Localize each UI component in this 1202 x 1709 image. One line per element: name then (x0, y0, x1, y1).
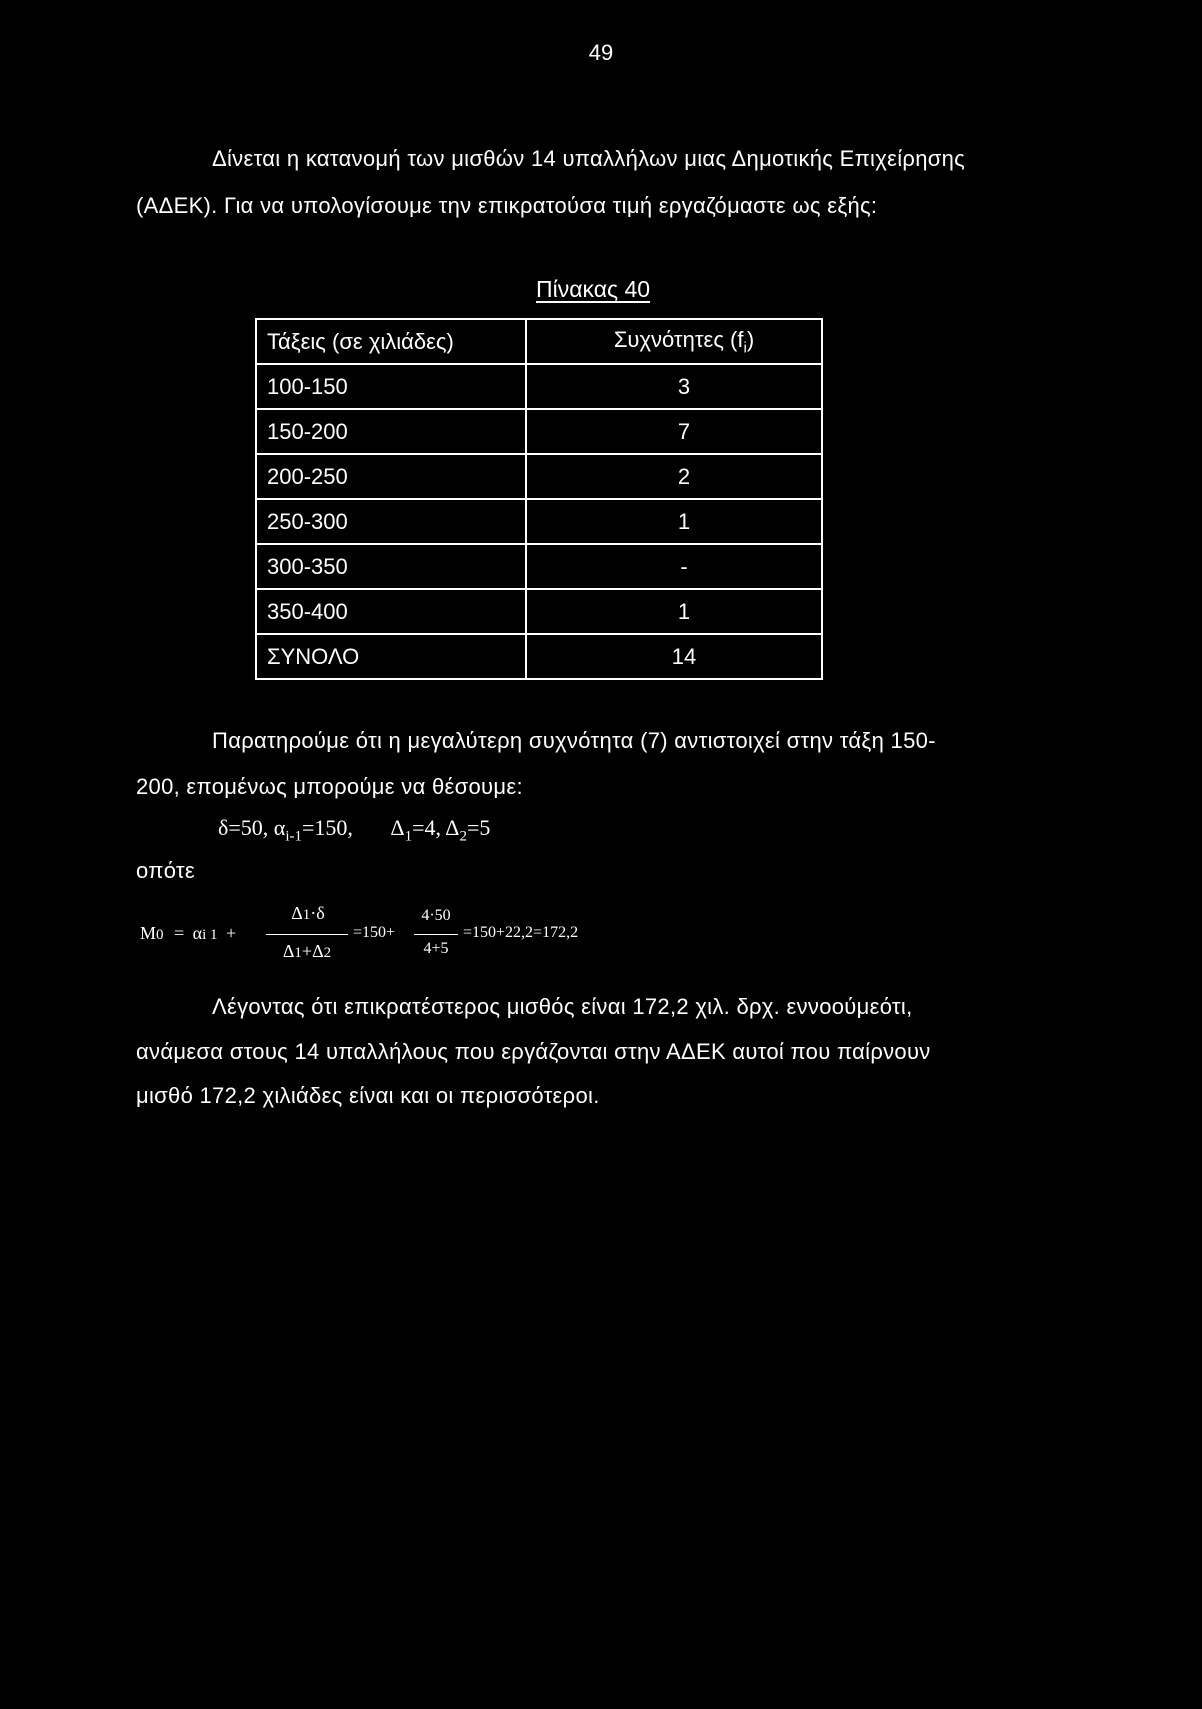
class-cell: 350-400 (256, 589, 526, 634)
fraction1-denominator (266, 941, 348, 962)
fraction2-bar (414, 934, 458, 935)
freq-cell: 2 (526, 454, 822, 499)
conclusion-line-1: Λέγοντας ότι επικρατέστερος μισθός είναι 172,2 χιλ. δρχ. εννοούμεότι, (212, 994, 913, 1019)
param-alpha-value: =150, (301, 815, 353, 840)
param-delta2-subscript: 2 (459, 828, 467, 845)
formula-lhs (140, 923, 236, 944)
intro-line-1: Δίνεται η κατανομή των μισθών 14 υπαλλήλων μιας Δημοτικής Επιχείρησης (212, 146, 966, 171)
class-cell: 250-300 (256, 499, 526, 544)
header-freq-text: Συχνότητες (f (613, 326, 744, 352)
param-alpha-subscript: i-1 (285, 828, 302, 845)
total-label-cell: ΣΥΝΟΛΟ (256, 634, 526, 679)
class-cell: 150-200 (256, 409, 526, 454)
num1-delta: Δ (291, 903, 303, 923)
freq-cell: - (526, 544, 822, 589)
table-row (256, 589, 822, 634)
freq-cell: 3 (526, 364, 822, 409)
freq-cell: 1 (526, 589, 822, 634)
param-delta: δ=50, (218, 815, 269, 840)
fraction1-bar (266, 934, 348, 935)
freq-cell: 7 (526, 409, 822, 454)
param-delta1-subscript: 1 (404, 828, 413, 845)
num1-rest: ·δ (310, 903, 325, 923)
formula-mid: =150+ (353, 924, 396, 941)
fraction2-denominator: 4+5 (423, 940, 449, 957)
table-row (256, 544, 822, 589)
frequency-table (255, 318, 823, 680)
num1-subscript: 1 (302, 907, 311, 923)
table-row (256, 499, 822, 544)
param-delta2-value: =5 (466, 815, 491, 840)
observation-line-1: Παρατηρούμε ότι η μεγαλύτερη συχνότητα (7) αντιστοιχεί στην τάξη 150- (212, 728, 936, 753)
formula-plus: + (226, 923, 237, 943)
class-cell: 100-150 (256, 364, 526, 409)
total-freq-cell: 14 (526, 634, 822, 679)
intro-line-2: (ΑΔΕΚ). Για να υπολογίσουμε την επικρατούσα τιμή εργαζόμαστε ως εξής: (136, 193, 878, 218)
table-caption: Πίνακας 40 (536, 276, 651, 302)
den1-subscript-2: 2 (323, 945, 332, 961)
param-delta2: Δ (445, 815, 460, 840)
param-delta1: Δ (390, 815, 405, 840)
header-freq-subscript: i (743, 339, 747, 357)
fraction1-numerator (268, 903, 348, 924)
class-cell: 200-250 (256, 454, 526, 499)
header-frequencies (526, 319, 822, 364)
table-row (256, 364, 822, 409)
table-total-row (256, 634, 822, 679)
header-classes: Τάξεις (σε χιλιάδες) (256, 319, 526, 364)
formula-alpha-subscript: i 1 (202, 927, 218, 943)
table-header-row (256, 319, 822, 364)
conclusion-line-2: ανάμεσα στους 14 υπαλλήλους που εργάζονται στην ΑΔΕΚ αυτοί που παίρνουν (136, 1039, 931, 1064)
freq-cell: 1 (526, 499, 822, 544)
conclusion-line-3: μισθό 172,2 χιλιάδες είναι και οι περισσότεροι. (136, 1083, 600, 1108)
den1-subscript-1: 1 (294, 945, 302, 961)
formula-m-subscript: 0 (156, 927, 164, 943)
table-row (256, 409, 822, 454)
page-number: 49 (588, 40, 614, 65)
formula-m: M (140, 923, 157, 943)
param-delta1-value: =4, (412, 815, 441, 840)
formula-equals: = (174, 923, 185, 943)
table-row (256, 454, 822, 499)
observation-line-2: 200, επομένως μπορούμε να θέσουμε: (136, 774, 523, 799)
class-cell: 300-350 (256, 544, 526, 589)
den1-plus-delta2: +Δ (301, 941, 324, 961)
fraction2-numerator: 4·50 (421, 907, 451, 924)
then-word: οπότε (136, 858, 196, 883)
formula-result: =150+22,2=172,2 (463, 924, 579, 941)
parameters-line (218, 815, 490, 845)
den1-delta1: Δ (282, 941, 295, 961)
header-freq-close: ) (746, 326, 755, 352)
formula-alpha: α (192, 923, 203, 943)
param-alpha: α (273, 815, 286, 840)
